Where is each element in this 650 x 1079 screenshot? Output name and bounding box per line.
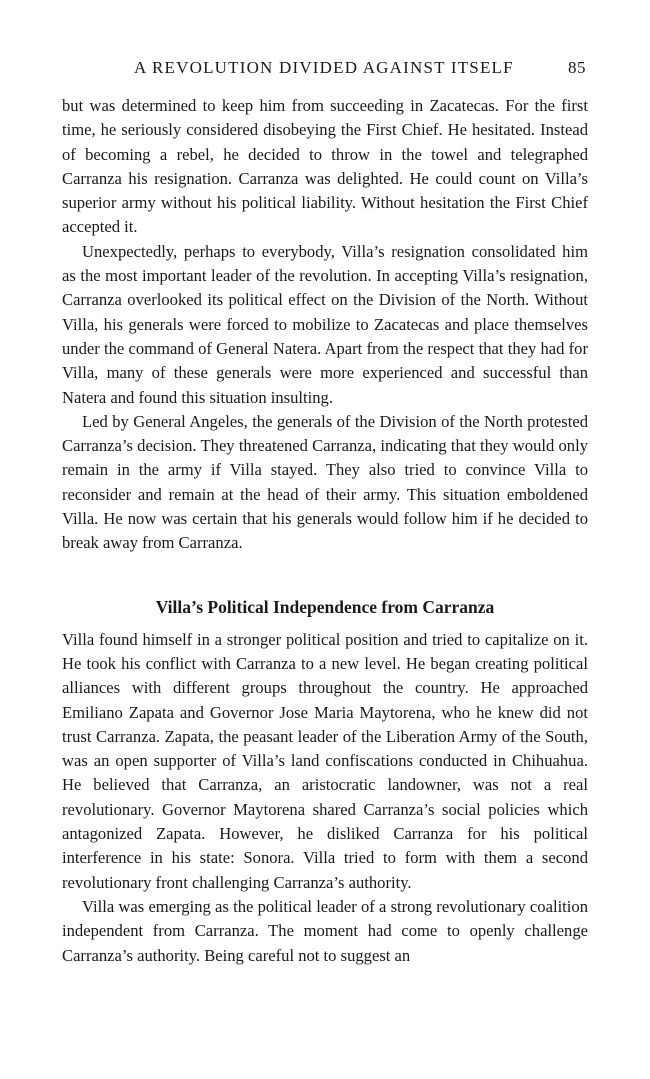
paragraph: Villa was emerging as the political leader of a strong revolutionary coalition independent from Carranza. The moment had come to openly challenge Carranza’s authority. Being careful not to suggest an [62,896,588,965]
paragraph: Led by General Angeles, the generals of the Division of the North protested Carranza’s decision. They threatened Carranza, indicating that they would only remain in the army if Villa stayed. They also tried to convince Villa to reconsider and remain at the head of their army. This situation emboldened Villa. He now was certain that his generals would follow him if he decided to break away from Carranza. [62,411,588,553]
running-head-title: A REVOLUTION DIVIDED AGAINST ITSELF [134,58,514,77]
body-text [62,94,588,968]
section-heading: Villa’s Political Independence from Carranza [155,596,495,617]
paragraph: Villa found himself in a stronger political position and tried to capitalize on it. He took his conflict with Carranza to a new level. He began creating political alliances with different groups throughout the country. He approached Emiliano Zapata and Governor Jose Maria Maytorena, who he knew did not trust Carranza. Zapata, the peasant leader of the Liberation Army of the South, was an open supporter of Villa’s land confiscations conducted in Chihuahua. He believed that Carranza, an aristocratic landowner, was not a real revolutionary. Governor Maytorena shared Carranza’s social policies which antagonized Zapata. However, he disliked Carranza for his political interference in his state: Sonora. Villa tried to form with them a second revolutionary front challenging Carranza’s authority. [62,629,588,892]
running-head [62,58,588,82]
paragraph: but was determined to keep him from succeeding in Zacatecas. For the first time, he seriously considered disobeying the First Chief. He hesitated. Instead of becoming a rebel, he decided to throw in the towel and telegraphed Carranza his resignation. Carranza was delighted. He could count on Villa’s superior army without his political liability. Without hesitation the First Chief accepted it. [62,96,588,237]
book-page [62,58,588,968]
page-number: 85 [568,58,586,77]
paragraph: Unexpectedly, perhaps to everybody, Villa’s resignation consolidated him as the most important leader of the revolution. In accepting Villa’s resignation, Carranza overlooked its political effect on the Division of the North. Without Villa, his generals were forced to mobilize to Zacatecas and place themselves under the command of General Natera. Apart from the respect that they had for Villa, many of these generals were more experienced and successful than Natera and found this situation insulting. [62,241,588,407]
